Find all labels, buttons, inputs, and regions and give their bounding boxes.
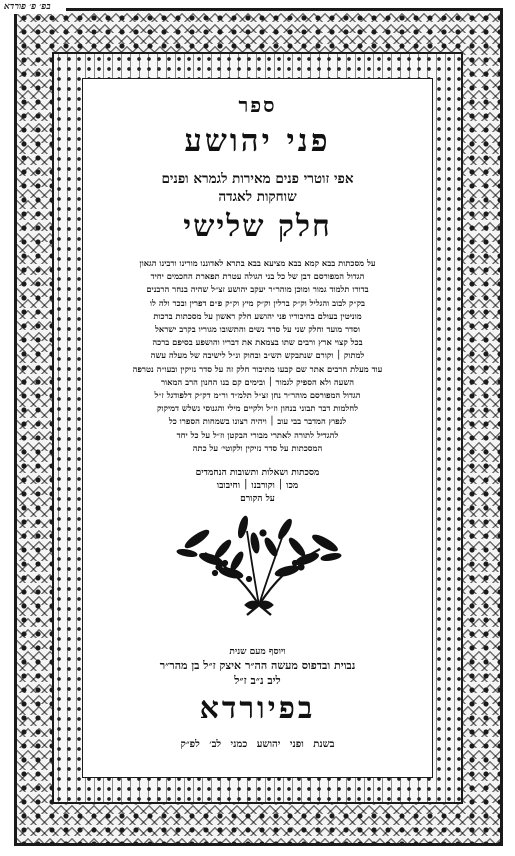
- closing-line-1: מסכתות ושאלות ותשובות הנחמדים: [195, 468, 320, 478]
- description-line: הגדול המפורסם מוהר״ר נחן זצ״ל תלמ״ד ור״מ דק״ק דלפודגל ז״ל: [154, 390, 361, 401]
- description-line: מוניטין בעולם בחיבוריו פני יהושע חלק ראשון על מסכתות ברכות: [153, 310, 362, 321]
- closing-lines: [103, 467, 412, 506]
- description-line: לחלמות דבר תבוני בנחון וז״ל ולקיים מילי והגנוסי נשלש דמיקוק: [156, 403, 359, 414]
- closing-line-2: מכו ׀ וקורבנו ׀ וחיבובו: [216, 481, 299, 491]
- description-line: בדורו תלמוד גמור ומוכן מוהר״ר יעקב יהושע זצ״ל שהיה בנחר הרבנים: [146, 284, 369, 295]
- description-line: על מסכתות בבא קמא בבא מציעא בבא בתרא לאדוננו מורינו ורבינו הגאון: [139, 258, 376, 268]
- title-panel: [82, 78, 433, 778]
- description-line: הגדול המפורסם דבן של כל בני הגולה עטרת תפארת החכמים יחיד: [150, 271, 365, 282]
- printer-line-1: נבוית ובדפוס מעשה הה״ר איצק ז״ל בן מהר״ר: [159, 659, 356, 672]
- description-line: השעה ולא הספיק לגמור ׀ ובימים קם בנו החנון הרב המאור: [160, 376, 355, 387]
- description-paragraph: [91, 257, 424, 455]
- printing-place: בפיורדא: [199, 691, 316, 726]
- description-line: עוד מעלת הרבים אתר שם קבעו מתיבור חלק זה על סדר נזיקין ובעו״ה נטרפה: [132, 363, 383, 374]
- subtitle-line-2: שוחקות לאגדה: [218, 189, 297, 205]
- description-line: למתוק ׀ וקורם שנתבקש תש״ב ובחוק ונ״ל לישיבה של מעלה עשה: [150, 350, 365, 361]
- year-line: בשנת ופני יהושע כמני לב׳ לפ״ק: [180, 739, 335, 750]
- closing-line-3: על הקורם: [240, 494, 275, 504]
- floral-wreath-icon: [175, 513, 343, 617]
- part-title: חלק שלישי: [183, 209, 332, 244]
- description-line: וסדר מועד וחלק שני על סדר נשים והתשובו מגוריו בקרב ישראל: [155, 324, 360, 335]
- description-line: בכל קצוי ארץ ורבים שתו בצמאת את דבריו והושפע בסיפם ברכה: [152, 337, 363, 348]
- subtitle-line-1: אפי זוטרי פנים מאירות לגמרא ופנים: [161, 171, 354, 187]
- description-line: לנפוץ המדבר בבי עוב ׀ ויהיה רצונו בשמחות הספרו כל: [168, 416, 347, 427]
- description-line: בק״ק לבוב והגליל וק״ק ברלין וק״ק מיץ וק״ק פ״ם דפרין ובכר ולה לו: [149, 297, 366, 308]
- library-stamp: בפ׳ פ׳ פורדא: [0, 0, 66, 14]
- description-line: המסכתות על סדר נזיקין ולקוטי׳ על כתה: [192, 442, 323, 453]
- description-line: להגדיל לתורה לאתרי מבורי הבקטן וז״ל על כל יחד: [176, 429, 339, 440]
- book-title: פני יהושע: [184, 123, 331, 159]
- book-label: ספר: [238, 93, 277, 117]
- printed-again-label: ויוסף מעם שנית: [229, 647, 286, 657]
- printer-line-2: ליב נ״ב ז״ל: [234, 674, 281, 687]
